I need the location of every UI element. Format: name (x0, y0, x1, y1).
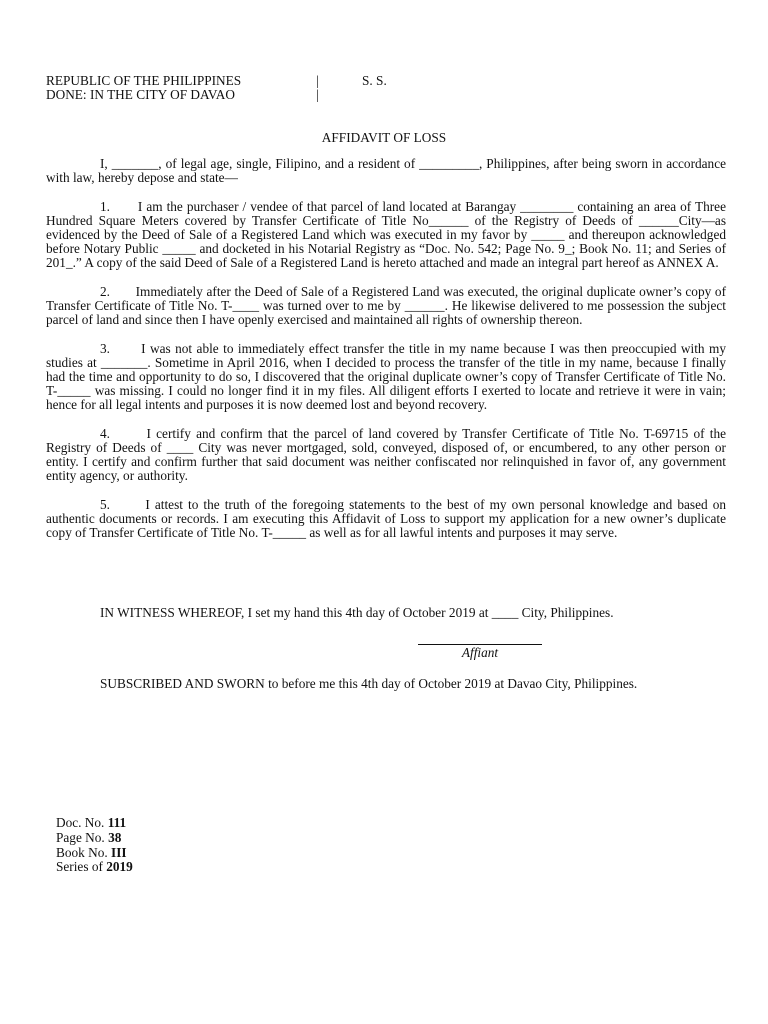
paragraph-3: 3. I was not able to immediately effect transfer the title in my name because I was then preoccupied with my studies at _______. Sometime in April 2016, when I decided to process the transfer of the title in my name, because I finally had the time and opportunity to do so, I discovered that the original duplicate owner’s copy of Transfer Certificate of Title No. T-_____ was missing. I could no longer find it in my files. All diligent efforts I exerted to locate and retrieve it were in vain; hence for all legal intents and purposes it is now deemed lost and beyond recovery. (46, 340, 726, 413)
paragraph-1: 1. I am the purchaser / vendee of that parcel of land located at Barangay ________ containing an area of Three Hundred Square Meters covered by Transfer Certificate of Title No______ of the Registry of Deeds of ______City—as evidenced by the Deed of Sale of a Registered Land which was executed in my favor by _____ and thereupon acknowledged before Notary Public _____ and docketed in his Notarial Registry as “Doc. No. 542; Page No. 9_; Book No. 11; and Series of 201_.” A copy of the said Deed of Sale of a Registered Land is hereto attached and made an integral part hereof as ANNEX A. (46, 198, 726, 271)
signature-block (418, 634, 542, 660)
notarial-register (56, 816, 133, 875)
book-no-label: Book No. (56, 844, 112, 860)
signature-line (418, 634, 542, 645)
paragraph-4: 4. I certify and confirm that the parcel of land covered by Transfer Certificate of Title No. T-69715 of the Registry of Deeds of ____ City was never mortgaged, sold, conveyed, disposed of, or encumbered, to any other person or entity. I certify and confirm further that said document was neither confiscated nor relinquished in favor of, any government entity agency, or authority. (46, 425, 726, 484)
venue-separator: | (316, 87, 319, 103)
page-no-label: Page No. (56, 829, 109, 845)
venue-city: DONE: IN THE CITY OF DAVAO (46, 87, 235, 103)
book-no-value: III (111, 844, 127, 860)
witness-clause: IN WITNESS WHEREOF, I set my hand this 4th day of October 2019 at ____ City, Philippines. (100, 605, 614, 620)
venue-ss: S. S. (362, 73, 387, 88)
jurat-clause: SUBSCRIBED AND SWORN to before me this 4th day of October 2019 at Davao City, Philippines. (100, 676, 638, 691)
paragraph-5: 5. I attest to the truth of the foregoing statements to the best of my own personal knowledge and based on authentic documents or records. I am executing this Affidavit of Loss to support my application for a new owner’s duplicate copy of Transfer Certificate of Title No. T-_____ as well as for all lawful intents and purposes it may serve. (46, 496, 726, 541)
affidavit-body (46, 157, 726, 540)
doc-no-label: Doc. No. (56, 815, 108, 830)
page-no-value: 38 (108, 829, 122, 845)
affiant-label: Affiant (461, 645, 499, 660)
series-value: 2019 (106, 859, 133, 875)
series-label: Series of (56, 859, 107, 875)
venue-header (46, 74, 387, 102)
document-title: AFFIDAVIT OF LOSS (321, 130, 447, 145)
venue-separator: | (316, 73, 319, 88)
doc-no-value: 111 (107, 815, 127, 830)
intro-paragraph: I, _______, of legal age, single, Filipino, and a resident of _________, Philippines, after being sworn in accordance with law, hereby depose and state— (46, 156, 726, 186)
venue-republic: REPUBLIC OF THE PHILIPPINES (46, 73, 242, 88)
paragraph-2: 2. Immediately after the Deed of Sale of a Registered Land was executed, the original duplicate owner’s copy of Transfer Certificate of Title No. T-____ was turned over to me by ______. He likewise delivered to me possession the subject parcel of land and since then I have openly exercised and maintained all rights of ownership thereon. (46, 283, 726, 328)
